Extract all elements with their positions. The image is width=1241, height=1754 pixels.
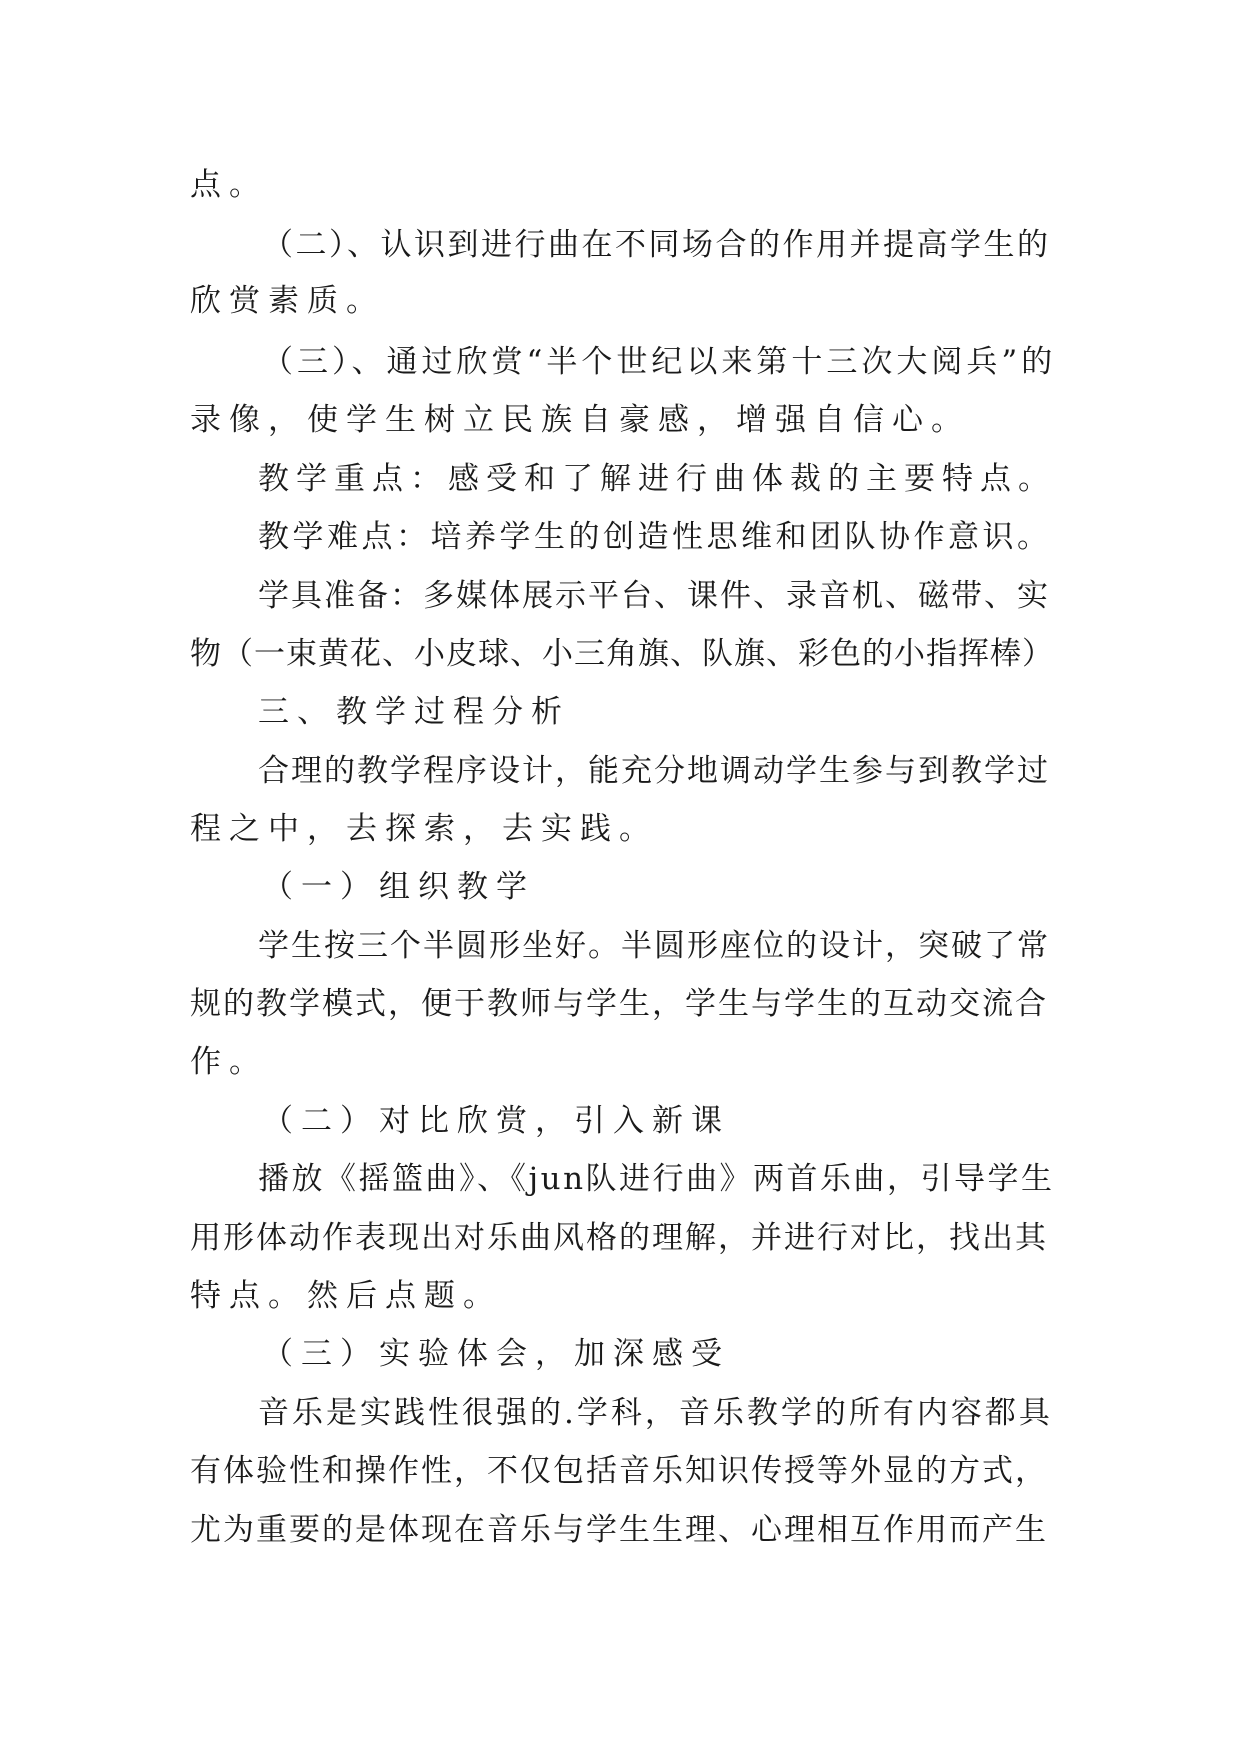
text-line: 物（一束黄花、小皮球、小三角旗、队旗、彩色的小指挥棒） bbox=[190, 636, 1054, 672]
text-line: 作。 bbox=[190, 1044, 268, 1080]
text-line: 学生按三个半圆形坐好。半圆形座位的设计，突破了常 bbox=[258, 928, 1050, 964]
text-line: 程之中，去探索，去实践。 bbox=[190, 811, 658, 847]
teaching-focus-line: 教学重点：感受和了解进行曲体裁的主要特点。 bbox=[258, 461, 1056, 497]
text-line: 音乐是实践性很强的.学科，音乐教学的所有内容都具 bbox=[258, 1395, 1053, 1431]
objective-2-line: （二）、认识到进行曲在不同场合的作用并提高学生的 bbox=[262, 227, 1051, 263]
text-line: 点。 bbox=[190, 167, 268, 203]
text-line: 欣赏素质。 bbox=[190, 283, 385, 319]
text-line: 特点。然后点题。 bbox=[190, 1278, 502, 1314]
materials-line: 学具准备：多媒体展示平台、课件、录音机、磁带、实 bbox=[258, 578, 1050, 614]
text-line: 录像，使学生树立民族自豪感，增强自信心。 bbox=[190, 402, 970, 438]
text-line: 用形体动作表现出对乐曲风格的理解，并进行对比，找出其 bbox=[190, 1220, 1048, 1256]
text-line: 规的教学模式，便于教师与学生，学生与学生的互动交流合 bbox=[190, 986, 1048, 1022]
teaching-difficulty-line: 教学难点：培养学生的创造性思维和团队协作意识。 bbox=[258, 519, 1052, 555]
text-line: 播放《摇篮曲》、《jun队进行曲》两首乐曲，引导学生 bbox=[258, 1161, 1055, 1197]
subsection-heading: （二）对比欣赏，引入新课 bbox=[262, 1103, 730, 1139]
text-line: 合理的教学程序设计，能充分地调动学生参与到教学过 bbox=[258, 753, 1050, 789]
subsection-heading: （一）组织教学 bbox=[262, 869, 535, 905]
text-line: 尤为重要的是体现在音乐与学生生理、心理相互作用而产生 bbox=[190, 1512, 1048, 1548]
section-heading: 三、教学过程分析 bbox=[258, 694, 570, 730]
text-line: 有体验性和操作性，不仅包括音乐知识传授等外显的方式， bbox=[190, 1453, 1048, 1489]
objective-3-line: （三）、通过欣赏“半个世纪以来第十三次大阅兵”的 bbox=[262, 344, 1057, 380]
subsection-heading: （三）实验体会，加深感受 bbox=[262, 1336, 730, 1372]
